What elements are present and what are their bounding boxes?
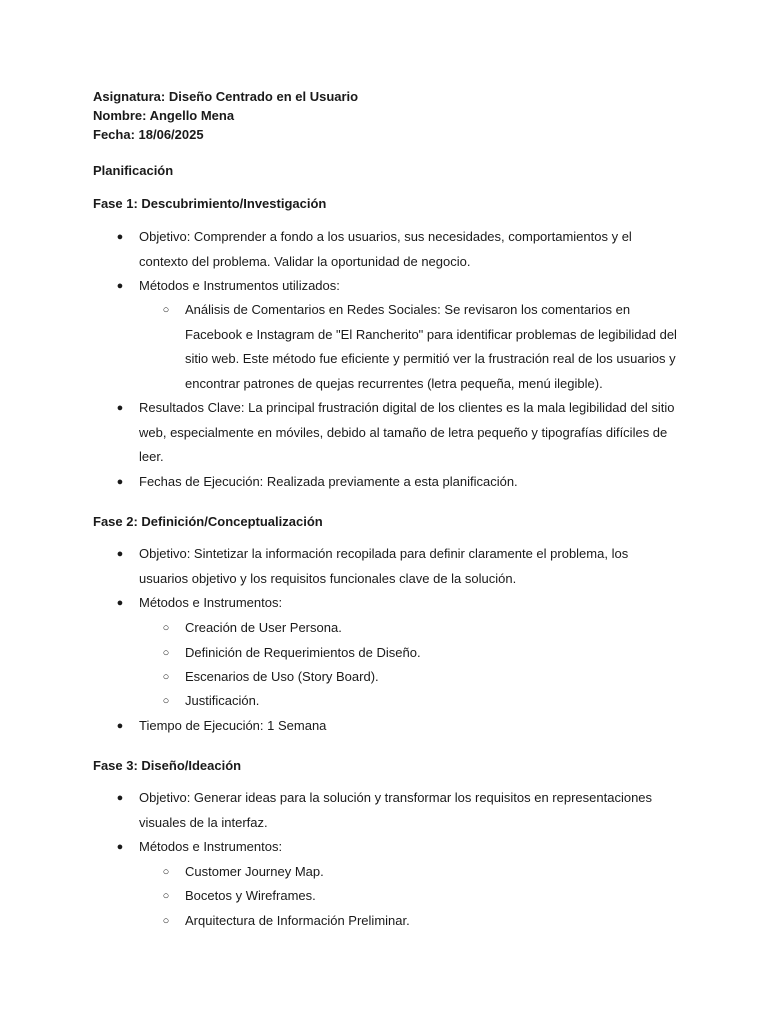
phase1-method-text: Análisis de Comentarios en Redes Sociales: Se revisaron los comentarios en Facebook e Instagram de "El Rancherito" para identificar problemas de legibilidad del sitio web. Este método fue eficiente y permitió ver la frustración real de los usuarios y encontrar patrones de quejas recurrentes (letra pequeña, menú ilegible).: [185, 302, 677, 392]
phase2-objective-item: [116, 542, 679, 591]
phase1-dates-text: Fechas de Ejecución: Realizada previamente a esta planificación.: [139, 474, 518, 489]
phase2-method-text: Creación de User Persona.: [185, 620, 342, 635]
phase1-results-item: [116, 396, 679, 470]
phase1-title: Fase 1: Descubrimiento/Investigación: [93, 196, 327, 211]
phase3-method-item: [162, 860, 685, 885]
phase3-method-item: [162, 884, 685, 909]
phase2-method-text: Justificación.: [185, 693, 260, 708]
bullet-icon: ●: [116, 841, 124, 853]
circle-bullet-icon: ○: [162, 695, 170, 707]
bullet-icon: ●: [116, 548, 124, 560]
phase2-methods-item: [116, 591, 679, 616]
phase1-results-text: Resultados Clave: La principal frustración digital de los clientes es la mala legibilidad del sitio web, especialmente en móviles, debido al tamaño de letra pequeño y tipografías difíciles de leer.: [139, 400, 675, 465]
bullet-icon: ●: [116, 720, 124, 732]
name-line: Nombre: Angello Mena: [93, 108, 235, 123]
phase3-method-text: Bocetos y Wireframes.: [185, 888, 316, 903]
phase3-title: Fase 3: Diseño/Ideación: [93, 758, 242, 773]
phase3-method-text: Arquitectura de Información Preliminar.: [185, 913, 410, 928]
circle-bullet-icon: ○: [162, 671, 170, 683]
circle-bullet-icon: ○: [162, 622, 170, 634]
bullet-icon: ●: [116, 402, 124, 414]
phase3-objective-text: Objetivo: Generar ideas para la solución y transformar los requisitos en representaciones visuales de la interfaz.: [139, 790, 653, 830]
bullet-icon: ●: [116, 231, 124, 243]
phase2-methods-title: Métodos e Instrumentos:: [139, 595, 283, 610]
phase1-methods-title: Métodos e Instrumentos utilizados:: [139, 278, 340, 293]
phase2-method-text: Definición de Requerimientos de Diseño.: [185, 645, 421, 660]
date-line: Fecha: 18/06/2025: [93, 127, 204, 142]
phase3-method-item: [162, 909, 685, 934]
phase1-objective-text: Objetivo: Comprender a fondo a los usuarios, sus necesidades, comportamientos y el contexto del problema. Validar la oportunidad de negocio.: [139, 229, 632, 269]
bullet-icon: ●: [116, 280, 124, 292]
phase1-objective-item: [116, 225, 679, 274]
subject-line: Asignatura: Diseño Centrado en el Usuario: [93, 89, 359, 104]
section-title: Planificación: [93, 163, 174, 178]
circle-bullet-icon: ○: [162, 915, 170, 927]
phase3-method-text: Customer Journey Map.: [185, 864, 324, 879]
phase1-dates-item: [116, 470, 679, 495]
bullet-icon: ●: [116, 476, 124, 488]
phase2-method-item: [162, 616, 685, 641]
phase2-objective-text: Objetivo: Sintetizar la información recopilada para definir claramente el problema, los usuarios objetivo y los requisitos funcionales clave de la solución.: [139, 546, 629, 586]
phase2-method-text: Escenarios de Uso (Story Board).: [185, 669, 379, 684]
bullet-icon: ●: [116, 597, 124, 609]
phase3-methods-item: [116, 835, 679, 860]
phase2-method-item: [162, 641, 685, 666]
phase1-methods-item: [116, 274, 679, 299]
phase3-objective-item: [116, 786, 679, 835]
circle-bullet-icon: ○: [162, 304, 170, 316]
bullet-icon: ●: [116, 792, 124, 804]
phase2-time-text: Tiempo de Ejecución: 1 Semana: [139, 718, 327, 733]
circle-bullet-icon: ○: [162, 647, 170, 659]
phase2-title: Fase 2: Definición/Conceptualización: [93, 514, 323, 529]
document-header: [93, 87, 358, 144]
phase2-time-item: [116, 714, 679, 739]
phase3-methods-title: Métodos e Instrumentos:: [139, 839, 283, 854]
circle-bullet-icon: ○: [162, 890, 170, 902]
phase2-method-item: [162, 665, 685, 690]
phase1-method-item: [162, 298, 685, 397]
phase2-method-item: [162, 689, 685, 714]
circle-bullet-icon: ○: [162, 866, 170, 878]
